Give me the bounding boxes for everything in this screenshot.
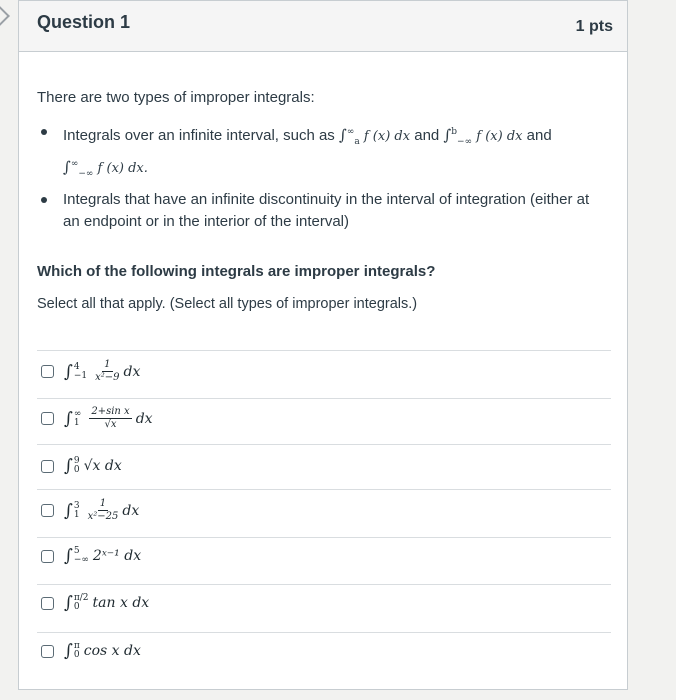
answer-option-4[interactable]: ∫ 3 1 $\frac{1}{\text{x²−25}}$ dx [41,498,139,523]
question-card [18,0,628,690]
divider [37,537,611,538]
answer-option-2[interactable]: ∫ ∞ 1 $\frac{\text{2+sin x}}{√x}$ dx [41,406,153,431]
list-item: Integrals over an infinite interval, such as $\int^\infty_a$ f (x) dx and ∫$^b_{-\infty}$ f (x) dx and $\int^\infty_{-\infty}$ f (x) dx. [39,121,609,185]
upper-limit: b [451,127,458,137]
checkbox[interactable] [41,365,54,378]
divider [37,632,611,633]
improper-types-list [39,121,609,237]
conj: and [526,127,552,144]
math-expr: f (x) dx. [97,161,148,176]
divider [37,350,611,351]
question-points: 1 pts [575,18,613,35]
integral-sign: ∫ [338,126,347,144]
chevron-right-icon [0,6,10,26]
math-expr: f (x) dx [363,129,411,144]
divider [37,444,611,445]
answer-option-6[interactable]: ∫ π/2 0 tan x dx [41,593,149,613]
checkbox[interactable] [41,412,54,425]
integral-sign: ∫ [443,126,452,144]
answer-option-5[interactable]: ∫ 5 −∞ 2ˣ⁻¹ dx [41,546,141,566]
upper-limit: ∞ [346,127,355,137]
question-title: Question 1 [37,12,131,32]
divider [37,489,611,490]
checkbox[interactable] [41,550,54,563]
upper-limit: ∞ [70,159,79,169]
divider [37,584,611,585]
conj: and [414,127,440,144]
checkbox[interactable] [41,504,54,517]
lower-limit: −∞ [78,169,94,179]
intro-text: There are two types of improper integrals: [37,89,315,106]
answer-option-7[interactable]: ∫ π 0 cos x dx [41,641,141,661]
answer-option-1[interactable]: ∫ 4 −1 $\frac{1}{\text{x²−9}}$ dx [41,359,140,384]
list-item: Integrals that have an infinite discontinuity in the interval of integration (either at an endpoint or in the interior of the interval) [39,189,609,233]
lower-limit: a [354,137,360,147]
integral-sign: ∫ [63,158,71,176]
question-instruction: Select all that apply. (Select all types of improper integrals.) [37,296,418,312]
question-header [19,1,627,52]
checkbox[interactable] [41,597,54,610]
checkbox[interactable] [41,645,54,658]
answer-option-3[interactable]: ∫ 9 0 √x dx [41,456,122,476]
divider [37,398,611,399]
lower-limit: −∞ [457,137,473,147]
checkbox[interactable] [41,460,54,473]
question-prompt: Which of the following integrals are improper integrals? [37,263,436,280]
math-expr: f (x) dx [476,129,523,144]
